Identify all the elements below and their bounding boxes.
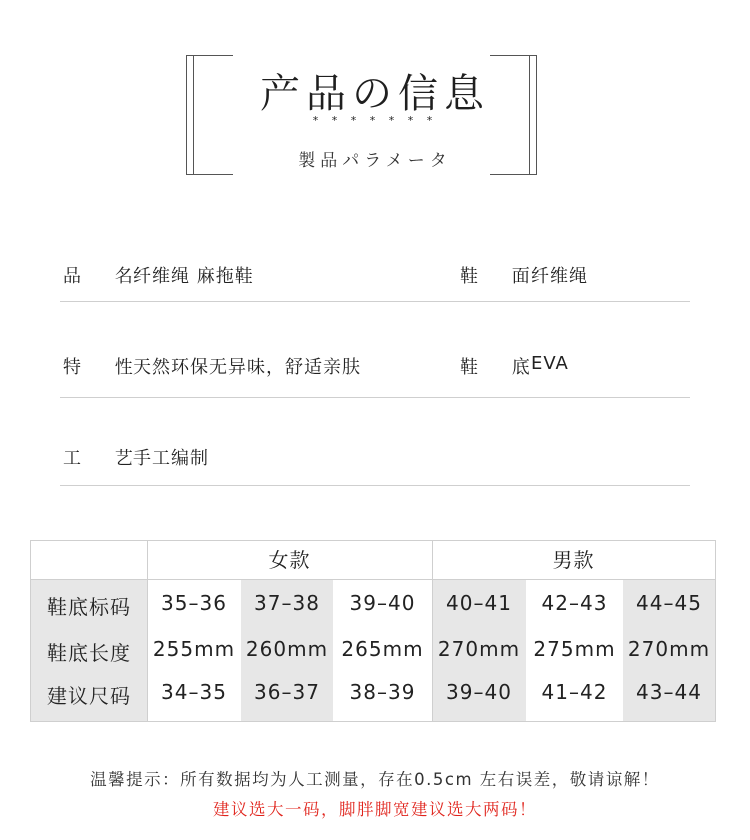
sole-label: 鞋 底 — [460, 357, 544, 378]
table-cell: 270mm — [627, 637, 711, 661]
info-row-name — [60, 262, 690, 302]
feature-label: 特 性 — [63, 357, 147, 378]
decorative-stars: * * * * * * * — [312, 114, 438, 127]
table-cell: 265mm — [341, 637, 424, 661]
table-cell: 39–40 — [349, 591, 416, 615]
table-cell: 36–37 — [254, 680, 320, 704]
info-row-feature — [60, 353, 690, 398]
table-cell: 260mm — [245, 637, 329, 661]
row-label-sole-code: 鞋底标码 — [47, 595, 131, 619]
table-cell: 41–42 — [541, 680, 608, 704]
craft-label: 工 艺 — [63, 448, 147, 469]
page-subtitle: 製品パラメータ — [298, 151, 452, 171]
table-cell: 43–44 — [636, 680, 702, 704]
upper-label: 鞋 面 — [460, 266, 544, 287]
group-header-men: 男款 — [552, 548, 595, 572]
sole-value: EVA — [531, 353, 569, 374]
info-row-craft — [60, 444, 690, 486]
table-divider — [31, 579, 715, 580]
table-cell: 275mm — [533, 637, 616, 661]
table-cell: 34–35 — [161, 680, 227, 704]
table-cell: 270mm — [437, 637, 521, 661]
table-cell: 35–36 — [161, 591, 227, 615]
product-name-value: 纤维绳 麻拖鞋 — [133, 266, 254, 287]
row-label-suggested-size: 建议尺码 — [47, 684, 131, 708]
table-cell: 39–40 — [446, 680, 512, 704]
table-cell: 44–45 — [636, 591, 702, 615]
size-table — [30, 540, 716, 722]
upper-value: 纤维绳 — [531, 266, 588, 287]
table-cell: 255mm — [152, 637, 236, 661]
table-cell: 38–39 — [349, 680, 416, 704]
header-frame — [0, 0, 750, 190]
feature-value: 天然环保无异味，舒适亲肤 — [133, 357, 361, 378]
page-title: 产品の信息 — [260, 71, 490, 117]
measurement-tip: 温馨提示：所有数据均为人工测量，存在0.5cm 左右误差，敬请谅解！ — [90, 770, 660, 789]
row-label-sole-length: 鞋底长度 — [47, 641, 131, 665]
size-warning: 建议选大一码，脚胖脚宽建议选大两码！ — [213, 800, 537, 819]
group-header-women: 女款 — [268, 548, 311, 572]
product-name-label: 品 名 — [63, 266, 147, 287]
table-cell: 37–38 — [254, 591, 320, 615]
craft-value: 手工编制 — [133, 448, 209, 469]
table-cell: 42–43 — [541, 591, 608, 615]
table-cell: 40–41 — [446, 591, 512, 615]
